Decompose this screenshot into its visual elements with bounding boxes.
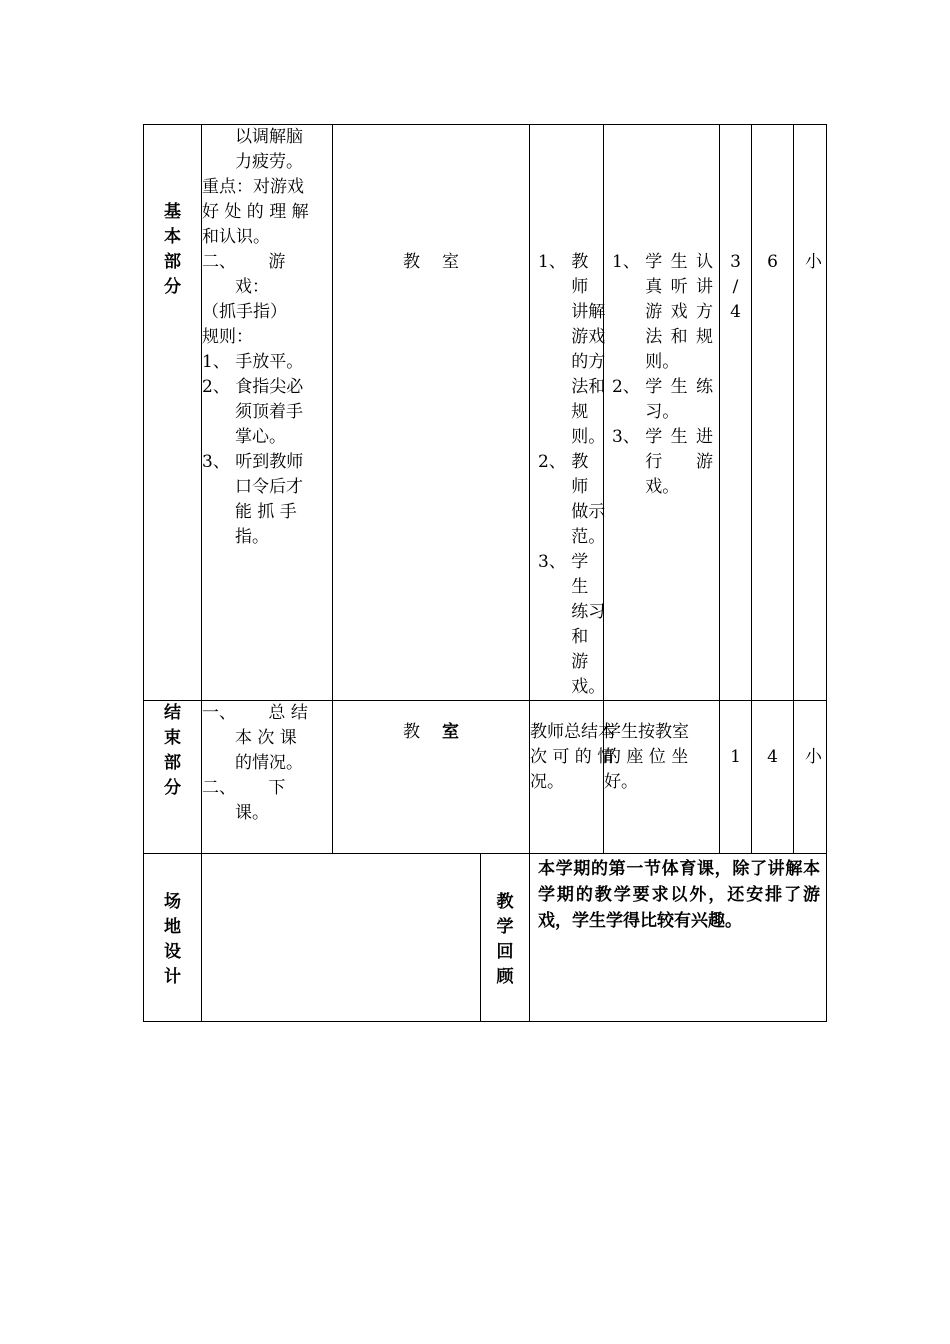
content-line: 的情况。 — [235, 753, 303, 773]
ending-student-activity — [604, 701, 720, 854]
content-line: （抓手指） — [202, 302, 287, 322]
ending-count-value: 1 — [730, 747, 741, 767]
student-activity-text — [645, 250, 713, 375]
student-activity-list — [604, 125, 719, 500]
teaching-review-label — [481, 854, 530, 1022]
section-char: 分 — [164, 277, 181, 297]
student-activity-line: 学生进 — [645, 427, 713, 447]
content-line: 2、 食指尖必 — [202, 377, 304, 397]
ending-part-label — [144, 701, 202, 854]
teacher-activity-num: 2、 — [538, 452, 572, 472]
basic-count — [720, 125, 752, 701]
student-activity-text — [645, 425, 713, 500]
teaching-review-content — [530, 854, 827, 1022]
student-activity-line: 行游戏。 — [645, 452, 713, 497]
count-line: / — [732, 277, 739, 297]
teacher-line: 况。 — [530, 772, 564, 792]
basic-part-content — [202, 125, 333, 701]
basic-intensity — [794, 125, 827, 701]
student-line: 的 座 位 坐 — [604, 747, 689, 767]
teacher-activity-line: 教 师 讲 — [571, 252, 589, 322]
content-line: 二、 下 — [202, 778, 286, 798]
content-line: 一、 总 结 — [202, 703, 308, 723]
footer-row — [144, 854, 827, 1022]
teacher-activity-num: 3、 — [538, 552, 572, 572]
content-line: 二、 游 — [202, 252, 286, 272]
review-char: 教 — [496, 892, 514, 912]
count-line: 3 — [730, 252, 741, 272]
student-activity-num: 1、 — [612, 252, 646, 272]
basic-teacher-activity — [530, 125, 604, 701]
basic-part-label — [144, 125, 202, 701]
teacher-activity-text — [571, 450, 605, 550]
section-char: 结 — [164, 703, 181, 723]
teacher-activity-line: 则。 — [571, 427, 606, 447]
student-activity-line: 游 戏 方 — [645, 302, 713, 322]
content-line: 课。 — [235, 803, 269, 823]
section-char: 基 — [164, 202, 181, 222]
ending-time — [752, 701, 794, 854]
place-char: 教 — [403, 252, 420, 272]
teacher-activity-item — [538, 450, 606, 550]
section-char: 分 — [164, 778, 181, 798]
content-line: 本 次 课 — [235, 728, 297, 748]
student-activity-num: 3、 — [612, 427, 646, 447]
teacher-activity-line: 方法和规 — [571, 352, 606, 422]
ending-part-row — [144, 701, 827, 854]
place-char: 室 — [442, 252, 459, 272]
ending-time-value: 4 — [767, 747, 778, 767]
ending-count — [720, 701, 752, 854]
venue-design-label — [144, 854, 202, 1022]
student-activity-line: 真 听 讲 — [645, 277, 713, 297]
section-char: 束 — [164, 728, 181, 748]
place-char: 教 — [403, 722, 420, 742]
content-line: 戏： — [235, 277, 269, 297]
lesson-plan-table — [143, 124, 827, 1022]
teacher-activity-item — [538, 550, 606, 700]
teaching-review-text: 本学期的第一节体育课，除了讲解本学期的教学要求以外，还安排了游戏，学生学得比较有兴趣。 — [538, 859, 820, 931]
content-line: 掌心。 — [235, 427, 286, 447]
review-char: 回 — [496, 942, 514, 962]
ending-intensity — [794, 701, 827, 854]
section-char: 本 — [164, 227, 181, 247]
student-activity-line: 学生认 — [645, 252, 713, 272]
teacher-activity-line: 解游戏的 — [571, 302, 606, 372]
student-line: 学生按教室 — [604, 722, 689, 742]
content-line: 好 处 的 理 解 — [202, 202, 309, 222]
student-activity-num: 2、 — [612, 377, 646, 397]
teacher-activity-line: 示范。 — [571, 502, 606, 547]
venue-char: 场 — [164, 892, 181, 912]
basic-time-value: 6 — [767, 252, 778, 272]
content-line: 3、 听到教师 — [202, 452, 304, 472]
basic-student-activity — [604, 125, 720, 701]
basic-intensity-value: 小 — [805, 252, 822, 272]
student-activity-text — [645, 375, 713, 425]
teacher-line: 次 可 的 情 — [530, 747, 615, 767]
content-line: 以调解脑 — [235, 127, 303, 147]
ending-part-place — [333, 701, 530, 854]
teacher-activity-line: 戏。 — [571, 677, 606, 697]
review-char: 顾 — [496, 967, 514, 987]
content-line: 能 抓 手 — [235, 502, 297, 522]
ending-part-content — [202, 701, 333, 854]
student-activity-line: 法 和 规 — [645, 327, 713, 347]
basic-part-row — [144, 125, 827, 701]
review-char: 学 — [496, 917, 514, 937]
teacher-activity-item — [538, 250, 606, 450]
content-line: 力疲劳。 — [235, 152, 303, 172]
teacher-activity-text — [571, 250, 605, 450]
student-activity-item — [612, 250, 713, 375]
content-line: 指。 — [235, 527, 269, 547]
teacher-activity-line: 教 师 做 — [571, 452, 589, 522]
teacher-activity-text — [571, 550, 605, 700]
student-activity-line: 则。 — [645, 352, 680, 372]
basic-time — [752, 125, 794, 701]
section-char: 部 — [164, 252, 181, 272]
place-char: 室 — [442, 722, 459, 742]
count-line: 4 — [730, 302, 741, 322]
teacher-activity-list — [530, 125, 606, 700]
ending-teacher-activity — [530, 701, 615, 854]
student-activity-item — [612, 425, 713, 500]
basic-part-place — [333, 125, 530, 701]
student-activity-item — [612, 375, 713, 425]
venue-char: 计 — [164, 967, 181, 987]
student-line: 好。 — [604, 772, 638, 792]
teacher-line: 教师总结本 — [530, 722, 615, 742]
student-activity-line: 学生练 — [645, 377, 713, 397]
content-line: 1、 手放平。 — [202, 352, 304, 372]
teacher-activity-num: 1、 — [538, 252, 572, 272]
venue-char: 设 — [164, 942, 181, 962]
venue-design-area — [202, 854, 481, 1022]
content-line: 和认识。 — [202, 227, 270, 247]
content-line: 规则： — [202, 327, 253, 347]
teacher-activity-line: 习 和 游 — [571, 602, 606, 672]
ending-intensity-value: 小 — [805, 747, 822, 767]
teacher-activity-line: 学 生 练 — [571, 552, 589, 622]
content-line: 口令后才 — [235, 477, 303, 497]
content-line: 须顶着手 — [235, 402, 303, 422]
venue-char: 地 — [164, 917, 181, 937]
section-char: 部 — [164, 753, 181, 773]
student-activity-line: 习。 — [645, 402, 680, 422]
content-line: 重点：对游戏 — [202, 177, 304, 197]
